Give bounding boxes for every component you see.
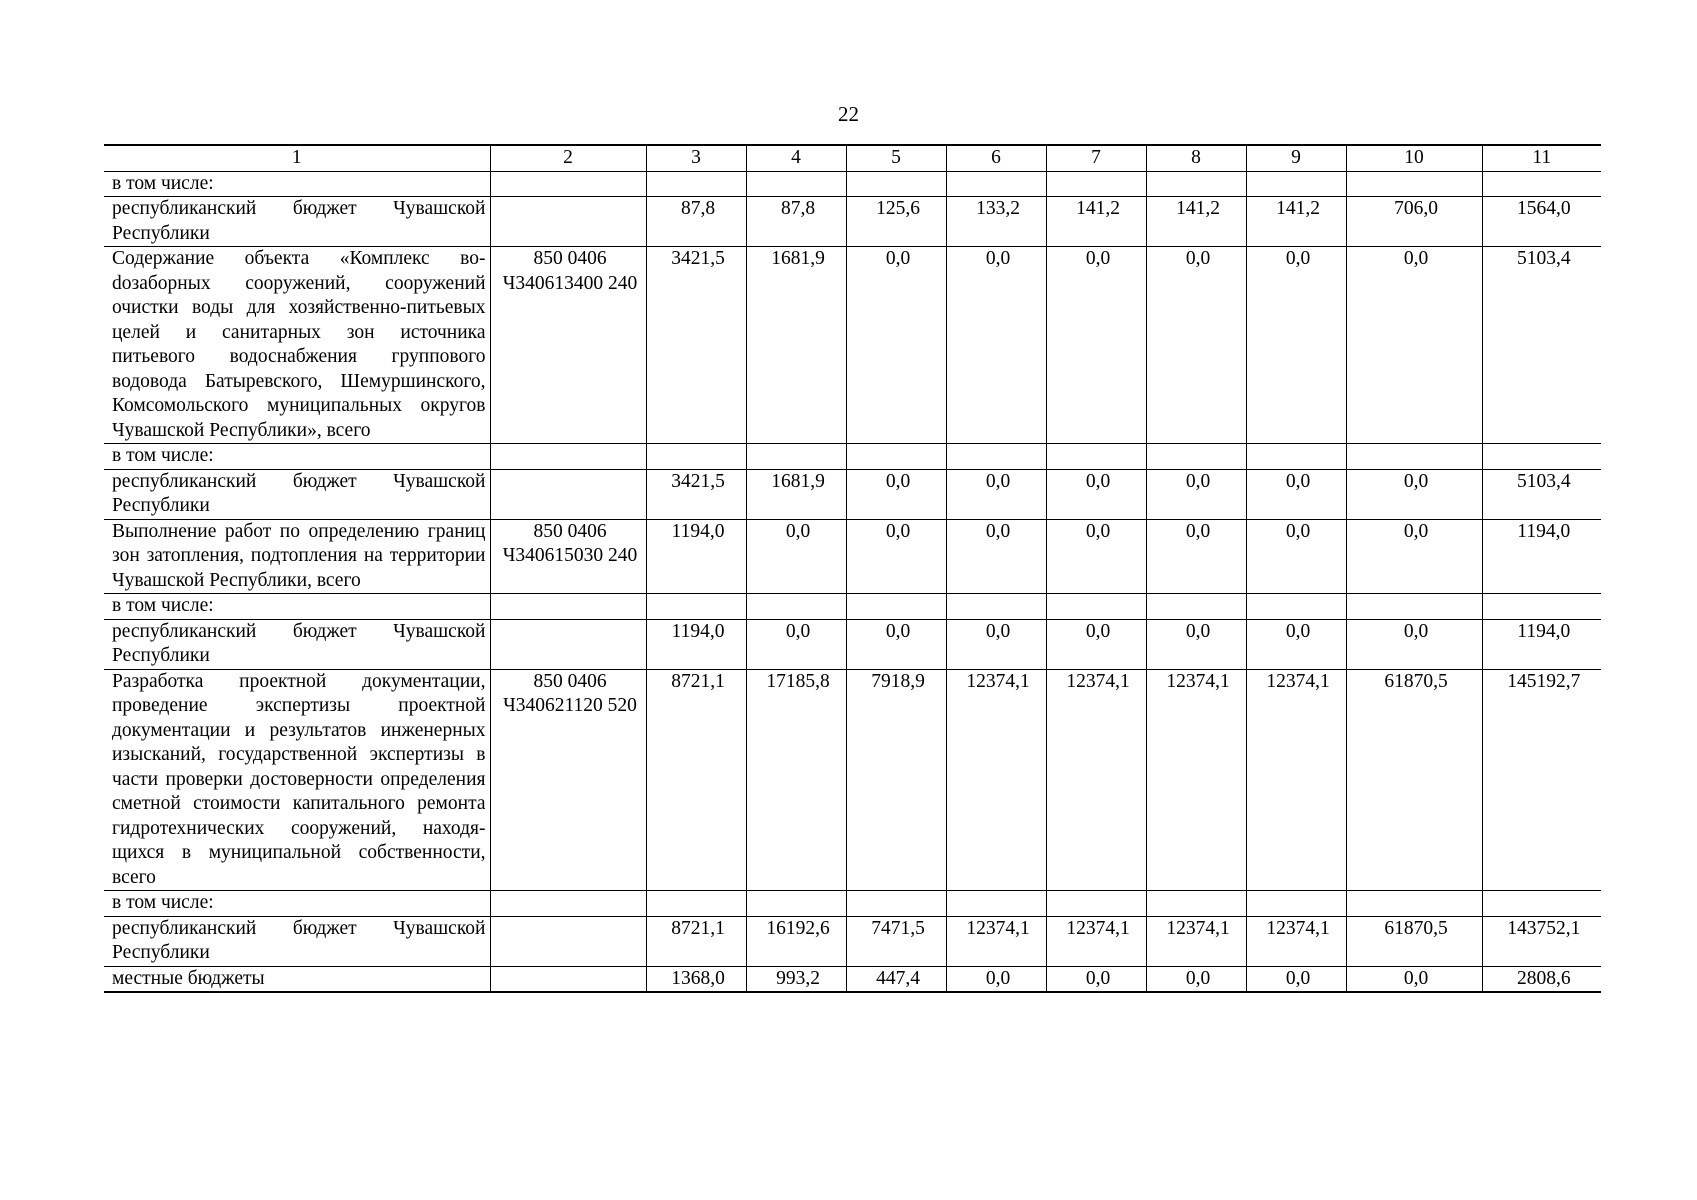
row-description: в том числе:	[104, 891, 490, 917]
value-cell: 0,0	[846, 519, 946, 594]
row-description: в том числе:	[104, 444, 490, 470]
value-cell: 0,0	[1146, 966, 1246, 992]
value-cell: 0,0	[1346, 469, 1482, 519]
value-cell	[1346, 444, 1482, 470]
row-description: местные бюджеты	[104, 966, 490, 992]
table-row	[104, 966, 1601, 992]
value-cell: 7471,5	[846, 916, 946, 966]
value-cell: 0,0	[1346, 619, 1482, 669]
value-cell: 0,0	[1046, 247, 1146, 444]
table-row	[104, 594, 1601, 620]
table-row	[104, 519, 1601, 594]
budget-code	[490, 469, 646, 519]
value-cell: 0,0	[1246, 966, 1346, 992]
table-row	[104, 669, 1601, 891]
value-cell: 1564,0	[1482, 197, 1601, 247]
value-cell	[1246, 891, 1346, 917]
value-cell	[746, 594, 846, 620]
budget-code: 850 0406 Ч340613400 240	[490, 247, 646, 444]
column-number: 3	[646, 145, 746, 171]
column-number: 5	[846, 145, 946, 171]
value-cell	[946, 171, 1046, 197]
page-number: 22	[838, 102, 859, 126]
value-cell: 3421,5	[646, 247, 746, 444]
value-cell: 7918,9	[846, 669, 946, 891]
budget-code	[490, 891, 646, 917]
value-cell: 993,2	[746, 966, 846, 992]
value-cell	[1482, 594, 1601, 620]
value-cell	[1246, 444, 1346, 470]
value-cell: 2808,6	[1482, 966, 1601, 992]
row-description: республиканский бюджет Чувашской Республики	[104, 619, 490, 669]
value-cell	[1046, 891, 1146, 917]
value-cell: 12374,1	[946, 916, 1046, 966]
value-cell: 5103,4	[1482, 469, 1601, 519]
value-cell	[1146, 444, 1246, 470]
value-cell: 12374,1	[1046, 669, 1146, 891]
value-cell: 12374,1	[1146, 916, 1246, 966]
value-cell	[1246, 594, 1346, 620]
value-cell	[746, 891, 846, 917]
value-cell: 1194,0	[646, 619, 746, 669]
value-cell: 141,2	[1146, 197, 1246, 247]
value-cell: 0,0	[846, 247, 946, 444]
value-cell: 0,0	[1046, 619, 1146, 669]
budget-code	[490, 197, 646, 247]
budget-code	[490, 594, 646, 620]
value-cell: 141,2	[1246, 197, 1346, 247]
value-cell	[1046, 444, 1146, 470]
budget-code	[490, 916, 646, 966]
column-number: 1	[104, 145, 490, 171]
value-cell: 0,0	[946, 619, 1046, 669]
value-cell	[1346, 891, 1482, 917]
row-description: в том числе:	[104, 171, 490, 197]
value-cell	[846, 444, 946, 470]
value-cell: 87,8	[746, 197, 846, 247]
column-number: 6	[946, 145, 1046, 171]
value-cell: 1194,0	[1482, 519, 1601, 594]
column-number: 4	[746, 145, 846, 171]
value-cell: 61870,5	[1346, 669, 1482, 891]
table-row	[104, 619, 1601, 669]
value-cell: 1681,9	[746, 469, 846, 519]
value-cell	[946, 891, 1046, 917]
column-number: 11	[1482, 145, 1601, 171]
budget-code	[490, 619, 646, 669]
column-number: 10	[1346, 145, 1482, 171]
table-row	[104, 171, 1601, 197]
row-description: Разработка проектной документации, проведение экспертизы проектной документации и результатов инженерных изысканий, государственной экспертизы в части проверки достоверности определения сметной стоимости капитального ремонта гидротехнических сооружений, находящихся в муниципальной собственности, всего	[104, 669, 490, 891]
budget-code	[490, 444, 646, 470]
value-cell: 1681,9	[746, 247, 846, 444]
value-cell: 12374,1	[1246, 669, 1346, 891]
table-row	[104, 891, 1601, 917]
value-cell	[1346, 594, 1482, 620]
row-description: Содержание объекта «Комплекс воdозаборных сооружений, сооружений очистки воды для хозяйственно-питьевых целей и санитарных зон источника питьевого водоснабжения группового водовода Батыревского, Шемуршинского, Комсомольского муниципальных округов Чувашской Республики», всего	[104, 247, 490, 444]
value-cell: 0,0	[1146, 469, 1246, 519]
value-cell: 0,0	[1346, 247, 1482, 444]
table-row	[104, 916, 1601, 966]
value-cell: 706,0	[1346, 197, 1482, 247]
value-cell: 0,0	[946, 966, 1046, 992]
value-cell: 0,0	[1246, 619, 1346, 669]
value-cell: 8721,1	[646, 669, 746, 891]
value-cell: 1194,0	[1482, 619, 1601, 669]
value-cell	[1246, 171, 1346, 197]
column-number: 7	[1046, 145, 1146, 171]
value-cell	[1146, 891, 1246, 917]
value-cell	[846, 171, 946, 197]
budget-code: 850 0406 Ч340621120 520	[490, 669, 646, 891]
value-cell: 0,0	[746, 619, 846, 669]
value-cell: 0,0	[946, 519, 1046, 594]
value-cell: 1194,0	[646, 519, 746, 594]
value-cell	[646, 594, 746, 620]
value-cell: 0,0	[1246, 469, 1346, 519]
table-row	[104, 247, 1601, 444]
value-cell: 0,0	[746, 519, 846, 594]
value-cell	[846, 891, 946, 917]
value-cell: 3421,5	[646, 469, 746, 519]
value-cell	[746, 444, 846, 470]
value-cell: 447,4	[846, 966, 946, 992]
value-cell: 0,0	[1146, 519, 1246, 594]
value-cell	[1146, 171, 1246, 197]
value-cell	[646, 891, 746, 917]
value-cell	[1146, 594, 1246, 620]
value-cell: 12374,1	[1246, 916, 1346, 966]
value-cell: 0,0	[1246, 247, 1346, 444]
value-cell: 0,0	[946, 469, 1046, 519]
value-cell	[846, 594, 946, 620]
value-cell	[1046, 171, 1146, 197]
value-cell	[646, 171, 746, 197]
value-cell: 16192,6	[746, 916, 846, 966]
value-cell: 61870,5	[1346, 916, 1482, 966]
value-cell: 0,0	[1346, 519, 1482, 594]
value-cell: 87,8	[646, 197, 746, 247]
value-cell: 0,0	[1046, 966, 1146, 992]
value-cell	[746, 171, 846, 197]
budget-table	[104, 144, 1601, 993]
value-cell: 0,0	[1346, 966, 1482, 992]
table-row	[104, 469, 1601, 519]
value-cell: 143752,1	[1482, 916, 1601, 966]
value-cell: 0,0	[1046, 519, 1146, 594]
value-cell	[946, 594, 1046, 620]
row-description: Выполнение работ по определению границ зон затопления, подтопления на территории Чувашской Республики, всего	[104, 519, 490, 594]
value-cell	[646, 444, 746, 470]
table-row	[104, 444, 1601, 470]
budget-code	[490, 171, 646, 197]
column-number: 8	[1146, 145, 1246, 171]
table-row	[104, 197, 1601, 247]
budget-code	[490, 966, 646, 992]
value-cell	[1046, 594, 1146, 620]
value-cell: 0,0	[1146, 247, 1246, 444]
value-cell: 17185,8	[746, 669, 846, 891]
value-cell: 12374,1	[1146, 669, 1246, 891]
value-cell: 133,2	[946, 197, 1046, 247]
value-cell: 1368,0	[646, 966, 746, 992]
value-cell: 0,0	[1146, 619, 1246, 669]
value-cell	[1346, 171, 1482, 197]
row-description: республиканский бюджет Чувашской Республики	[104, 469, 490, 519]
value-cell: 145192,7	[1482, 669, 1601, 891]
row-description: республиканский бюджет Чувашской Республики	[104, 197, 490, 247]
value-cell: 8721,1	[646, 916, 746, 966]
value-cell: 0,0	[946, 247, 1046, 444]
row-description: в том числе:	[104, 594, 490, 620]
value-cell: 0,0	[1246, 519, 1346, 594]
value-cell: 12374,1	[946, 669, 1046, 891]
value-cell: 141,2	[1046, 197, 1146, 247]
value-cell	[1482, 891, 1601, 917]
column-number-row	[104, 145, 1601, 171]
value-cell: 125,6	[846, 197, 946, 247]
row-description: республиканский бюджет Чувашской Республики	[104, 916, 490, 966]
value-cell: 12374,1	[1046, 916, 1146, 966]
value-cell: 0,0	[1046, 469, 1146, 519]
value-cell	[1482, 444, 1601, 470]
column-number: 9	[1246, 145, 1346, 171]
value-cell: 0,0	[846, 469, 946, 519]
value-cell: 5103,4	[1482, 247, 1601, 444]
value-cell: 0,0	[846, 619, 946, 669]
value-cell	[1482, 171, 1601, 197]
budget-code: 850 0406 Ч340615030 240	[490, 519, 646, 594]
value-cell	[946, 444, 1046, 470]
column-number: 2	[490, 145, 646, 171]
